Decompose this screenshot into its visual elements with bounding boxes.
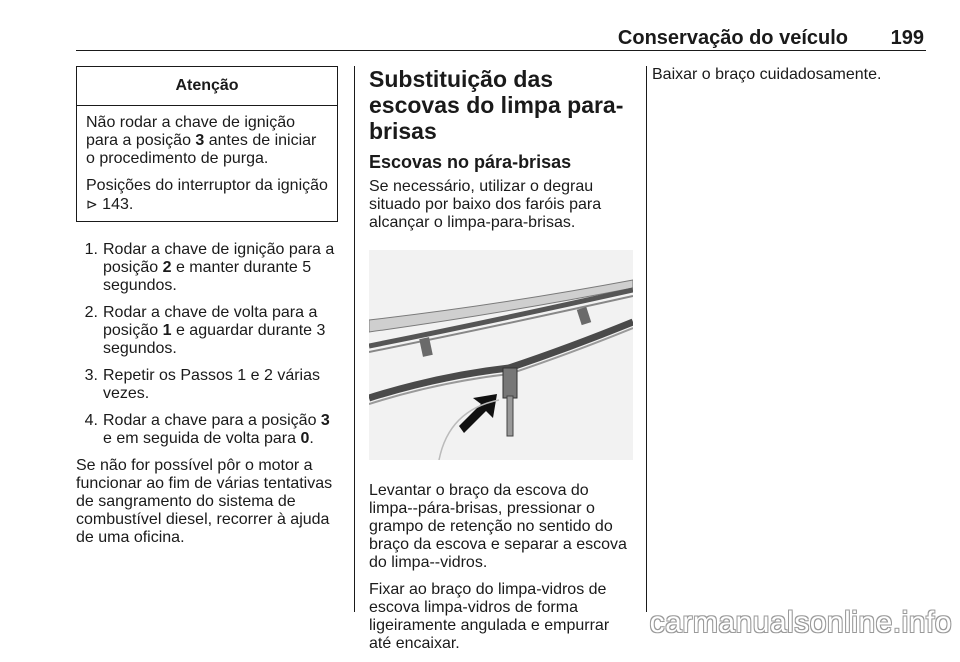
watermark-brand: carmanualsonline.info	[649, 606, 952, 639]
position-number: 2	[162, 259, 172, 276]
instruction-paragraph: Fixar ao braço do limpa-vidros de escova limpa-vidros de forma ligeiramente angulada e empurrar até encaixar.	[369, 581, 610, 652]
text-run: Rodar a chave de ignição para a posição	[103, 241, 335, 276]
page-number: 199	[890, 27, 924, 49]
attention-paragraph	[86, 114, 328, 168]
column-right	[652, 66, 928, 93]
page-title: Conservação do veículo	[617, 27, 848, 49]
text-run: e manter durante 5 segundos.	[103, 259, 312, 294]
intro-paragraph: Se necessário, utilizar o degrau situado por baixo dos faróis para alcançar o limpa-para-brisas.	[369, 178, 602, 231]
text-run: Rodar a chave de volta para a posição	[103, 304, 318, 339]
step-number: 1.	[84, 241, 98, 258]
attention-heading: Atenção	[77, 67, 337, 106]
text-run: e aguardar durante 3 segundos.	[103, 322, 326, 357]
column-divider	[646, 66, 647, 612]
text-run: antes de iniciar o procedimento de purga.	[86, 132, 317, 167]
page-ref-arrow-icon: ⊳	[86, 196, 98, 212]
column-middle	[369, 66, 633, 662]
text-run: Rodar a chave para a posição	[103, 412, 321, 429]
step-number: 3.	[84, 367, 98, 384]
page-reference[interactable]: 143.	[97, 196, 134, 213]
text-run: .	[309, 430, 314, 447]
instruction-paragraph: Levantar o braço da escova do limpa--pára-brisas, pressionar o grampo de retenção no sentido do braço da escova e separar a escova do limpa--vidros.	[369, 482, 627, 571]
steps-list	[76, 241, 340, 448]
closing-paragraph: Se não for possível pôr o motor a funcionar ao fim de várias tentativas de sangramento do sistema de combustível diesel, recorrer à ajuda de uma oficina.	[76, 457, 333, 546]
attention-paragraph	[86, 177, 328, 214]
list-item	[76, 412, 340, 448]
instruction-paragraph: Baixar o braço cuidadosamente.	[652, 66, 882, 83]
attention-box	[76, 66, 338, 222]
attention-body	[77, 106, 337, 221]
column-divider	[354, 66, 355, 612]
step-number: 2.	[84, 304, 98, 321]
wiper-figure	[369, 250, 633, 460]
text-run: Repetir os Passos 1 e 2 várias vezes.	[103, 367, 320, 402]
list-item	[76, 304, 340, 358]
section-title: Substituição das escovas do limpa para-brisas	[369, 66, 624, 144]
step-number: 4.	[84, 412, 98, 429]
position-number: 3	[195, 132, 205, 149]
position-number: 3	[320, 412, 330, 429]
subsection-title: Escovas no pára-brisas	[369, 152, 572, 172]
list-item	[76, 367, 340, 403]
position-number: 1	[162, 322, 172, 339]
page-header	[76, 0, 926, 51]
text-run: Não rodar a chave de ignição para a posição	[86, 114, 296, 149]
column-left	[76, 66, 340, 556]
position-number: 0	[300, 430, 310, 447]
list-item	[76, 241, 340, 295]
text-run: e em seguida de volta para	[103, 430, 301, 447]
text-run: Posições do interruptor da ignição	[86, 177, 328, 194]
wiper-illustration	[369, 250, 633, 460]
